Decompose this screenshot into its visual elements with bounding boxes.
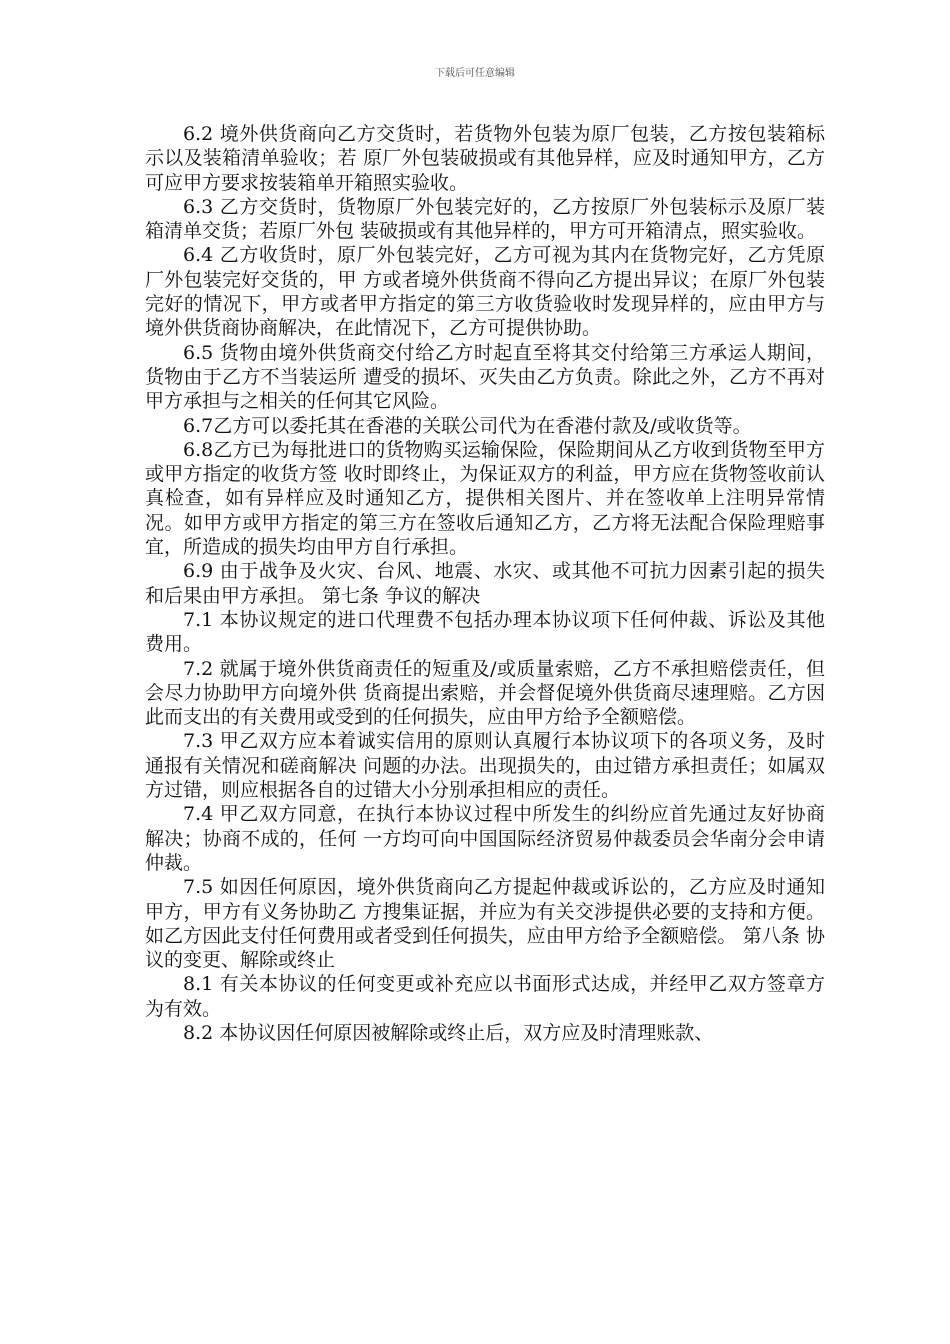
clause-6-9: 6.9 由于战争及火灾、台风、地震、水灾、或其他不可抗力因素引起的损失和后果由甲方承担。 第七条 争议的解决 (145, 560, 825, 607)
clause-7-1: 7.1 本协议规定的进口代理费不包括办理本协议项下任何仲裁、诉讼及其他费用。 (145, 608, 825, 656)
clause-7-3: 7.3 甲乙双方应本着诚实信用的原则认真履行本协议项下的各项义务，及时通报有关情况和磋商解决 问题的办法。出现损失的，由过错方承担责任；如属双方过错，则应根据各自的过错大小分别承担相应的责任。 (145, 730, 825, 802)
clause-6-5: 6.5 货物由境外供货商交付给乙方时起直至将其交付给第三方承运人期间，货物由于乙方不当装运所 遭受的损坏、灭失由乙方负责。除此之外，乙方不再对甲方承担与之相关的任何其它风险。 (145, 341, 825, 413)
clause-8-1: 8.1 有关本协议的任何变更或补充应以书面形式达成，并经甲乙双方签章方为有效。 (145, 973, 825, 1020)
clause-6-7: 6.7乙方可以委托其在香港的关联公司代为在香港付款及/或收货等。 (183, 414, 752, 437)
clause-7-4: 7.4 甲乙双方同意，在执行本协议过程中所发生的纠纷应首先通过友好协商解决；协商不成的，任何 一方均可向中国国际经济贸易仲裁委员会华南分会申请仲裁。 (145, 803, 825, 874)
clause-6-2: 6.2 境外供货商向乙方交货时，若货物外包装为原厂包装，乙方按包装箱标示以及装箱清单验收；若 原厂外包装破损或有其他异样，应及时通知甲方，乙方可应甲方要求按装箱单开箱照实验收。 (145, 123, 825, 194)
clause-6-8: 6.8乙方已为每批进口的货物购买运输保险，保险期间从乙方收到货物至甲方或甲方指定的收货方签 收时即终止，为保证双方的利益，甲方应在货物签收前认真检查，如有异样应及时通知乙方，提供相关图片、并在签收单上注明异常情况。如甲方或甲方指定的第三方在签收后通知乙方，乙方将无法配合保险理赔事宜，所造成的损失均由甲方自行承担。 (145, 438, 825, 559)
clause-8-2: 8.2 本协议因任何原因被解除或终止后，双方应及时清理账款、 (183, 1021, 714, 1044)
clause-7-5: 7.5 如因任何原因，境外供货商向乙方提起仲裁或诉讼的，乙方应及时通知甲方，甲方有义务协助乙 方搜集证据，并应为有关交涉提供必要的支持和方便。如乙方因此支付任何费用或者受到任何损失，应由甲方给予全额赔偿。 第八条 协议的变更、解除或终止 (145, 876, 825, 972)
page-header: 下载后可任意编辑 (435, 68, 515, 79)
clause-7-2: 7.2 就属于境外供货商责任的短重及/或质量索赔，乙方不承担赔偿责任，但会尽力协助甲方向境外供 货商提出索赔，并会督促境外供货商尽速理赔。乙方因此而支出的有关费用或受到的任何损失，应由甲方给予全额赔偿。 (145, 657, 825, 729)
clause-6-4: 6.4 乙方收货时，原厂外包装完好，乙方可视为其内在货物完好，乙方凭原厂外包装完好交货的，甲 方或者境外供货商不得向乙方提出异议；在原厂外包装完好的情况下，甲方或者甲方指定的第三方收货验收时发现异样的，应由甲方与境外供货商协商解决，在此情况下，乙方可提供协助。 (145, 244, 825, 340)
clause-6-3: 6.3 乙方交货时，货物原厂外包装完好的，乙方按原厂外包装标示及原厂装箱清单交货；若原厂外包 装破损或有其他异样的，甲方可开箱清点，照实验收。 (145, 195, 825, 243)
document-body (145, 122, 825, 1045)
